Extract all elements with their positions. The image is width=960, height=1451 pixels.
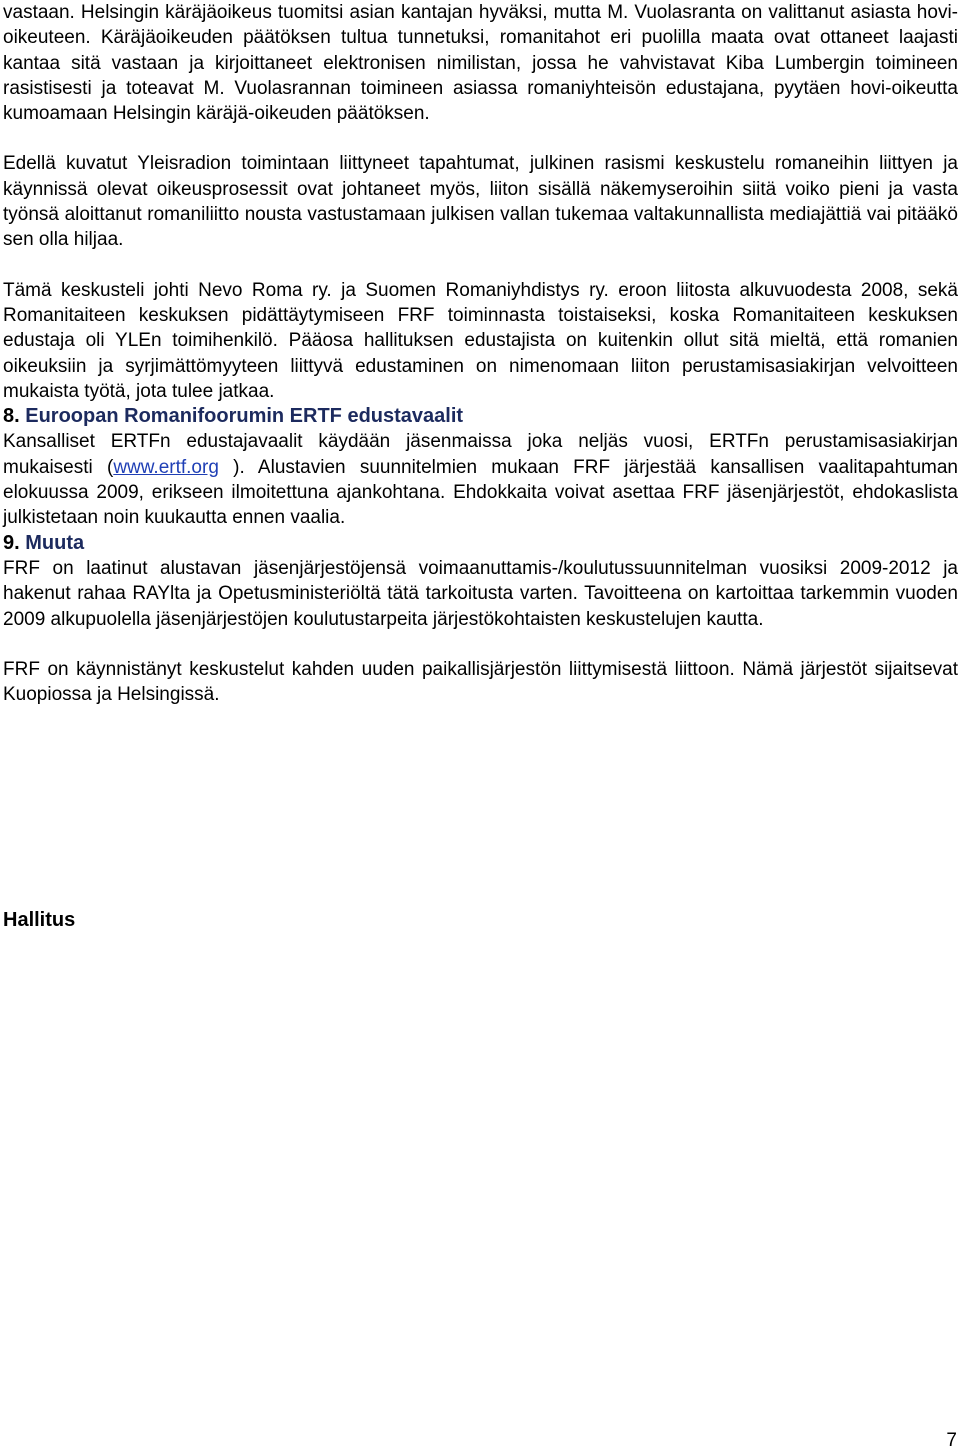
section-9-number: 9. — [3, 531, 20, 554]
section-8-number: 8. — [3, 405, 20, 428]
section-8-heading — [3, 404, 958, 429]
section-8-title: Euroopan Romanifoorumin ERTF edustavaalit — [25, 405, 464, 428]
paragraph-court-case: vastaan. Helsingin käräjäoikeus tuomitsi asian kantajan hyväksi, mutta M. Vuolasranta on valittanut asiasta hovi-oikeuteen. Käräjäoikeuden päätöksen tultua tunnetuksi, romanitahot eri puolilla maata ovat ottaneet laajasti kantaa sitä vastaan ja kirjoittaneet elektronisen nimilistan, jossa he vahvistavat Kiba Lumbergin toimineen rasistisesti ja toteavat M. Vuolasrannan toimineen asiassa romaniyhteisön edustajana, pyytäen hovi-oikeutta kumoamaan Helsingin käräjä-oikeuden päätöksen. — [3, 2, 958, 125]
section-9-title: Muuta — [25, 531, 85, 554]
paragraph-training-plan: FRF on laatinut alustavan jäsenjärjestöjensä voimaanuttamis-/koulutussuunnitelman vuosiksi 2009-2012 ja hakenut rahaa RAYlta ja Opetusministeriöltä tätä tarkoitusta varten. Tavoitteena on kartoittaa tarkemmin vuoden 2009 alkupuolella jäsenjärjestöjen koulutustarpeita järjestökohtaisten keskustelujen kautta. — [3, 557, 958, 630]
paragraph-member-resignations: Tämä keskusteli johti Nevo Roma ry. ja Suomen Romaniyhdistys ry. eroon liitosta alkuvuodesta 2008, sekä Romanitaiteen keskuksen pidättäytymiseen FRF toiminnasta toistaiseksi, koska Romanitaiteen keskuksen edustaja oli YLEn toimihenkilö. Pääosa hallituksen edustajista on kuitenkin ollut sitä mieltä, että romanien oikeuksiin ja syrjimättömyyteen liittyvä edustaminen on nimenomaan liiton perustamisasiakirjan velvoitteen mukaista työtä, jota tulee jatkaa. — [3, 279, 958, 402]
paragraph-new-members: FRF on käynnistänyt keskustelut kahden uuden paikallisjärjestön liittymisestä liittoon. Nämä järjestöt sijaitsevat Kuopiossa ja Helsingissä. — [3, 658, 958, 706]
ertf-website-link[interactable]: www.ertf.org — [113, 456, 219, 478]
paragraph-yle-events: Edellä kuvatut Yleisradion toimintaan liittyneet tapahtumat, julkinen rasismi keskustelu romaneihin liittyen ja käynnissä olevat oikeusprosessit ovat johtaneet myös, liiton sisällä näkemyseroihin siitä voiko pieni ja vasta työnsä aloittanut romaniliitto nousta vastustamaan julkisen vallan tukemaa valtakunnallista mediajättiä vai pitääkö sen olla hiljaa. — [3, 153, 958, 251]
section-9-heading — [3, 531, 958, 556]
paragraph-ertf-elections — [3, 429, 958, 530]
document-page — [3, 0, 958, 707]
ertf-text-before-link: Kansalliset ERTFn edustajavaalit käydään jäsenmaissa joka neljäs vuosi, ERTFn perustamisasiakirjan mukaisesti ( — [3, 431, 958, 478]
hallitus-heading: Hallitus — [3, 909, 76, 931]
ertf-text-after-link: ). Alustavien suunnitelmien mukaan FRF järjestää kansallisen vaalitapahtuman elokuussa 2009, erikseen ilmoitettuna ajankohtana. Ehdokkaita voivat asettaa FRF jäsenjärjestöt, ehdokaslista julkistetaan noin kuukautta ennen vaalia. — [3, 456, 958, 529]
page-number: 7 — [946, 1430, 957, 1451]
